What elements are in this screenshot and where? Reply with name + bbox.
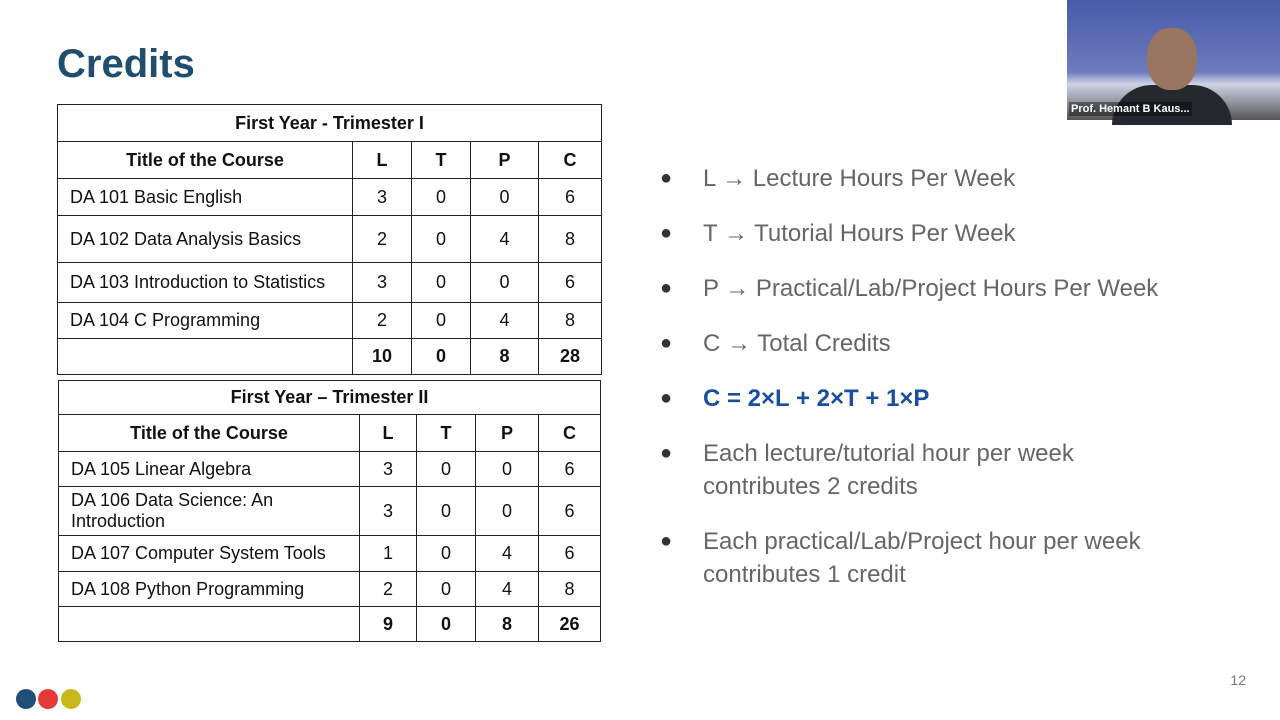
bullet-icon: ● (660, 222, 673, 244)
cell: 3 (353, 179, 412, 216)
column-header: P (476, 415, 539, 452)
cell: 8 (476, 607, 539, 642)
column-header: C (539, 415, 601, 452)
logo-dot-yellow-icon (61, 689, 81, 709)
table-row (58, 179, 602, 216)
cell: 0 (417, 536, 476, 572)
course-cell: DA 106 Data Science: An Introduction (59, 487, 360, 536)
course-cell: DA 104 C Programming (58, 303, 353, 339)
table-row (59, 572, 601, 607)
cell: 3 (360, 452, 417, 487)
cell: 8 (471, 339, 539, 375)
cell: 0 (471, 179, 539, 216)
cell: 4 (471, 216, 539, 263)
cell: 4 (476, 572, 539, 607)
bullet-icon: ● (660, 387, 673, 409)
table-heading: First Year – Trimester II (59, 381, 601, 415)
cell: 3 (360, 487, 417, 536)
bullet-icon: ● (660, 277, 673, 299)
column-header: Title of the Course (58, 142, 353, 179)
presenter-name: Prof. Hemant B Kaus... (1071, 103, 1190, 115)
cell: 0 (476, 452, 539, 487)
bullet-icon: ● (660, 530, 673, 552)
logo-dot-red-icon (38, 689, 58, 709)
course-cell: DA 102 Data Analysis Basics (58, 216, 353, 263)
cell: 8 (539, 216, 602, 263)
cell: 28 (539, 339, 602, 375)
bullet-text: L → Lecture Hours Per Week (703, 165, 1016, 192)
bullet-text: C → Total Credits (703, 330, 891, 357)
cell: 4 (476, 536, 539, 572)
bullet-text: T → Tutorial Hours Per Week (703, 220, 1016, 247)
cell: 4 (471, 303, 539, 339)
course-cell: DA 105 Linear Algebra (59, 452, 360, 487)
cell: 0 (417, 487, 476, 536)
column-header: L (360, 415, 417, 452)
cell: 0 (412, 179, 471, 216)
video-thumbnail[interactable] (1067, 0, 1280, 120)
cell: 10 (353, 339, 412, 375)
slide-title: Credits (57, 42, 195, 86)
cell: 0 (412, 303, 471, 339)
cell: 0 (412, 216, 471, 263)
presenter-face (1147, 28, 1197, 90)
trimester-1-table (57, 104, 602, 375)
table-row (58, 303, 602, 339)
page-number: 12 (1230, 672, 1246, 688)
cell: 3 (353, 263, 412, 303)
table-row (59, 536, 601, 572)
column-header: T (412, 142, 471, 179)
course-cell: DA 108 Python Programming (59, 572, 360, 607)
cell: 0 (476, 487, 539, 536)
table-row (59, 487, 601, 536)
cell: 26 (539, 607, 601, 642)
bullet-icon: ● (660, 167, 673, 189)
cell: 0 (412, 263, 471, 303)
cell: 0 (471, 263, 539, 303)
course-cell: DA 107 Computer System Tools (59, 536, 360, 572)
column-header: Title of the Course (59, 415, 360, 452)
bullet-icon: ● (660, 332, 673, 354)
cell (58, 339, 353, 375)
column-header: P (471, 142, 539, 179)
total-row (59, 607, 601, 642)
cell: 6 (539, 452, 601, 487)
cell: 0 (417, 572, 476, 607)
cell: 6 (539, 179, 602, 216)
cell: 6 (539, 536, 601, 572)
column-header: L (353, 142, 412, 179)
cell: 0 (417, 452, 476, 487)
table-heading: First Year - Trimester I (58, 105, 602, 142)
bullet-text: P → Practical/Lab/Project Hours Per Week (703, 275, 1159, 302)
table-row (59, 452, 601, 487)
total-row (58, 339, 602, 375)
cell: 0 (417, 607, 476, 642)
cell: 0 (412, 339, 471, 375)
bullet-text: Each practical/Lab/Project hour per week contributes 1 credit (703, 528, 1141, 588)
course-cell: DA 101 Basic English (58, 179, 353, 216)
cell: 2 (353, 303, 412, 339)
trimester-2-table (58, 380, 601, 642)
cell: 6 (539, 263, 602, 303)
cell (59, 607, 360, 642)
cell: 9 (360, 607, 417, 642)
table-row (58, 216, 602, 263)
cell: 8 (539, 572, 601, 607)
bullet-icon: ● (660, 442, 673, 464)
bullet-text: Each lecture/tutorial hour per week contributes 2 credits (703, 440, 1074, 500)
course-cell: DA 103 Introduction to Statistics (58, 263, 353, 303)
logo-dot-blue-icon (16, 689, 36, 709)
cell: 2 (353, 216, 412, 263)
column-header: T (417, 415, 476, 452)
column-header: C (539, 142, 602, 179)
bullet-text: C = 2×L + 2×T + 1×P (703, 385, 930, 412)
cell: 1 (360, 536, 417, 572)
cell: 6 (539, 487, 601, 536)
cell: 8 (539, 303, 602, 339)
cell: 2 (360, 572, 417, 607)
table-row (58, 263, 602, 303)
